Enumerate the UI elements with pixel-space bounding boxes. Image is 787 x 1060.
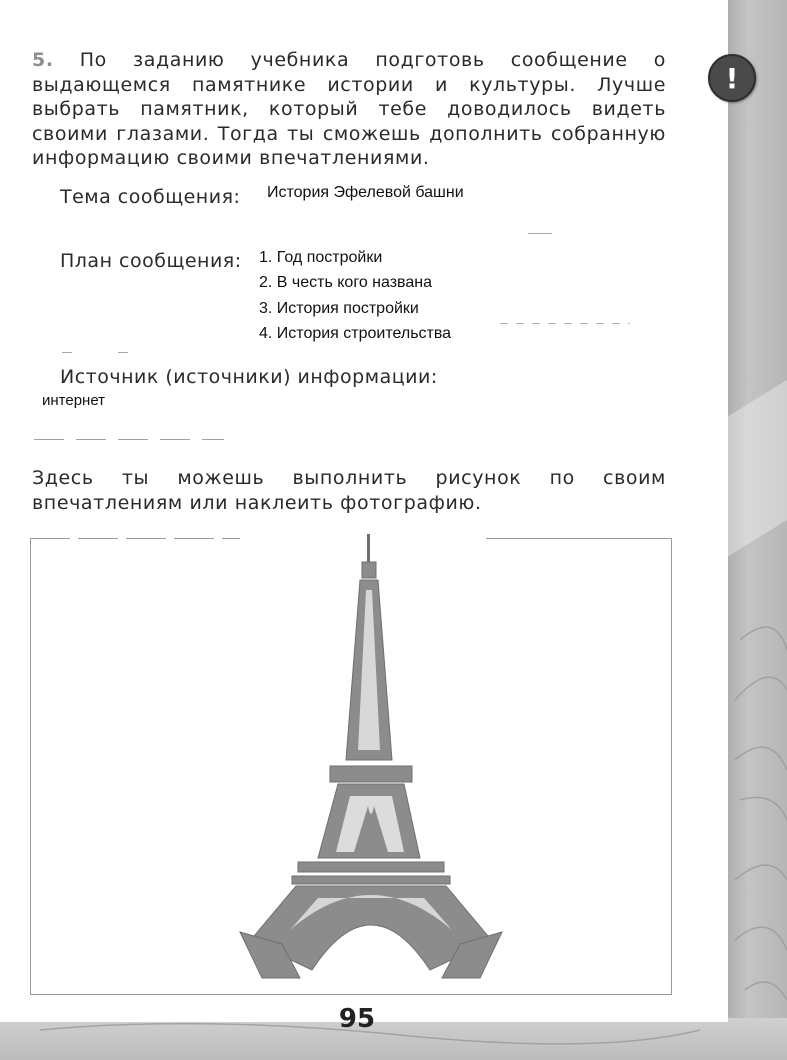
topic-label: Тема сообщения: <box>60 186 241 208</box>
drawing-instruction: Здесь ты можешь выполнить рисунок по своим впечатлениям или наклеить фотографию. <box>32 467 666 514</box>
plan-item[interactable]: 4. История строительства <box>259 324 452 342</box>
task-number: 5. <box>32 49 54 71</box>
page-number: 95 <box>338 1004 376 1034</box>
sources-answer[interactable]: интернет <box>42 392 106 409</box>
alert-icon: ! <box>708 54 756 102</box>
plan-item[interactable]: 3. История постройки <box>259 299 419 317</box>
sources-label: Источник (источники) информации: <box>60 366 438 388</box>
task-text: По заданию учебника подготовь сообщение о выдающемся памятнике истории и культуры. Лучше выбрать памятник, который тебе доводилось видеть своими глазами. Тогда ты сможешь дополнить собранную информацию своими впечатлениями. <box>32 49 666 169</box>
plan-label: План сообщения: <box>60 250 242 272</box>
plan-item[interactable]: 2. В честь кого названа <box>259 274 432 292</box>
topic-answer[interactable]: История Эфелевой башни <box>267 184 464 201</box>
plan-item[interactable]: 1. Год постройки <box>259 249 383 266</box>
